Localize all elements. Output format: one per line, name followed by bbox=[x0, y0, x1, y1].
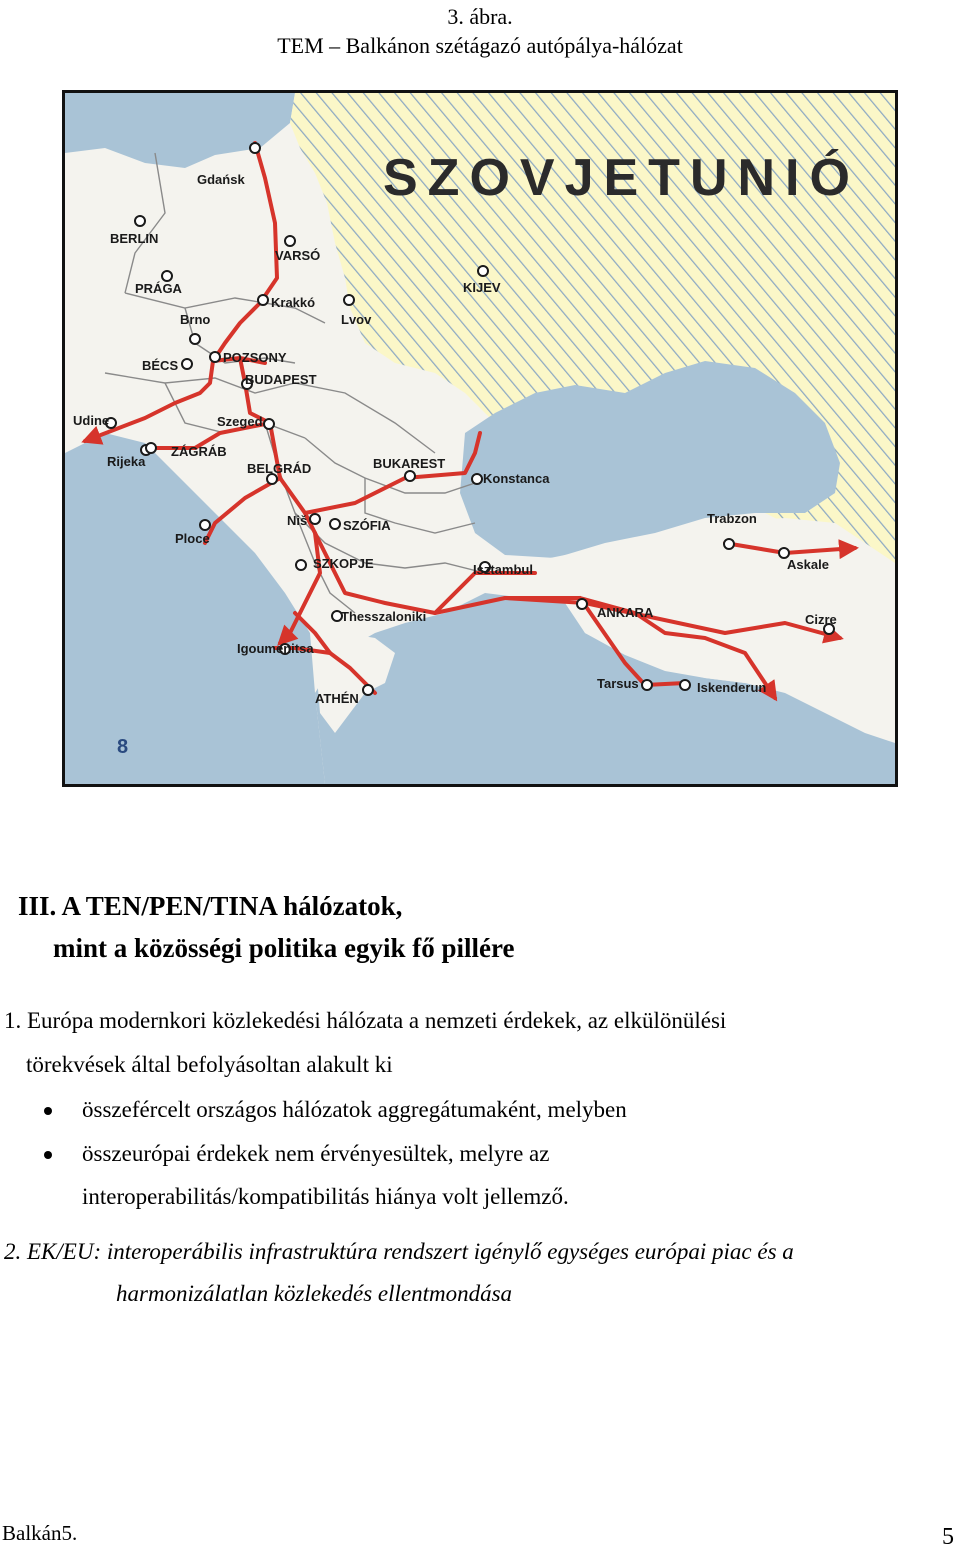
city-label: Trabzon bbox=[707, 511, 757, 526]
city-label: Thesszaloniki bbox=[341, 609, 427, 624]
city-marker bbox=[577, 599, 587, 609]
city-marker bbox=[472, 474, 482, 484]
corner-mark: 8 bbox=[117, 736, 129, 758]
city-label: Niš bbox=[287, 513, 308, 528]
city-marker bbox=[296, 560, 306, 570]
bullet-marker bbox=[44, 1151, 52, 1159]
city-marker bbox=[190, 334, 200, 344]
city-label: Udine bbox=[73, 413, 110, 428]
city-label: BUDAPEST bbox=[245, 372, 317, 387]
city-label: KIJEV bbox=[463, 280, 501, 295]
section-heading-line2: mint a közösségi politika egyik fő pillére bbox=[53, 933, 515, 963]
city-label: Ploce bbox=[175, 531, 210, 546]
city-label: BÉCS bbox=[142, 358, 179, 373]
city-label: Cizre bbox=[805, 612, 837, 627]
footer-page-number: 5 bbox=[942, 1524, 954, 1550]
city-label: Szeged bbox=[217, 414, 263, 429]
city-label: SZKOPJE bbox=[313, 556, 374, 571]
city-marker bbox=[330, 519, 340, 529]
city-marker bbox=[344, 295, 354, 305]
figure-number: 3. ábra. bbox=[447, 4, 513, 29]
bullet-marker bbox=[44, 1107, 52, 1115]
city-marker bbox=[135, 216, 145, 226]
city-marker bbox=[162, 271, 172, 281]
city-label: Iskenderun bbox=[697, 680, 767, 695]
city-label: Isztambul bbox=[473, 562, 533, 577]
city-marker bbox=[285, 236, 295, 246]
paragraph-2-line1: 2. EK/EU: interoperábilis infrastruktúra rendszert igénylő egységes európai piac és a bbox=[4, 1239, 794, 1264]
map-canvas bbox=[65, 93, 895, 784]
tem-network-map bbox=[62, 90, 898, 787]
city-marker bbox=[264, 419, 274, 429]
city-label: ATHÉN bbox=[315, 691, 359, 706]
city-marker bbox=[210, 352, 220, 362]
figure-caption: TEM – Balkánon szétágazó autópálya-hálózat bbox=[277, 33, 683, 58]
bullet-2-text-line1: összeurópai érdekek nem érvényesültek, melyre az bbox=[82, 1141, 550, 1166]
paragraph-1-line2: törekvések által befolyásoltan alakult ki bbox=[26, 1052, 393, 1077]
city-label: Rijeka bbox=[107, 454, 146, 469]
city-label: PRÁGA bbox=[135, 281, 182, 296]
city-label: Askale bbox=[787, 557, 829, 572]
city-label: Lvov bbox=[341, 312, 372, 327]
footer-document-id: Balkán5. bbox=[2, 1521, 78, 1545]
city-marker bbox=[250, 143, 260, 153]
city-marker bbox=[642, 680, 652, 690]
city-label: VARSÓ bbox=[275, 248, 321, 263]
city-label: BELGRÁD bbox=[247, 461, 312, 476]
city-marker bbox=[724, 539, 734, 549]
paragraph-1-line1: 1. Európa modernkori közlekedési hálózata a nemzeti érdekek, az elkülönülési bbox=[4, 1008, 727, 1033]
region-label: SZOVJETUNIÓ bbox=[383, 149, 860, 207]
city-label: POZSONY bbox=[223, 350, 287, 365]
city-label: SZÓFIA bbox=[343, 518, 391, 533]
city-marker bbox=[182, 359, 192, 369]
city-label: BERLIN bbox=[110, 231, 159, 246]
city-label: ZÁGRÁB bbox=[171, 444, 227, 459]
city-marker bbox=[200, 520, 210, 530]
section-heading-line1: III. A TEN/PEN/TINA hálózatok, bbox=[18, 891, 403, 921]
city-marker bbox=[310, 514, 320, 524]
city-marker bbox=[146, 443, 156, 453]
bullet-2-text-line2: interoperabilitás/kompatibilitás hiánya volt jellemző. bbox=[82, 1184, 569, 1209]
city-label: BUKAREST bbox=[373, 456, 446, 471]
city-label: Brno bbox=[180, 312, 211, 327]
city-label: ANKARA bbox=[597, 605, 654, 620]
city-label: Krakkó bbox=[271, 295, 316, 310]
city-marker bbox=[478, 266, 488, 276]
city-label: Gdańsk bbox=[197, 172, 245, 187]
city-marker bbox=[405, 471, 415, 481]
city-label: Igoumenitsa bbox=[237, 641, 314, 656]
city-marker bbox=[680, 680, 690, 690]
paragraph-2-line2: harmonizálatlan közlekedés ellentmondása bbox=[116, 1281, 513, 1306]
bullet-1-text: összefércelt országos hálózatok aggregátumaként, melyben bbox=[82, 1097, 627, 1122]
city-label: Tarsus bbox=[597, 676, 639, 691]
city-label: Konstanca bbox=[483, 471, 550, 486]
city-marker bbox=[363, 685, 373, 695]
city-marker bbox=[258, 295, 268, 305]
